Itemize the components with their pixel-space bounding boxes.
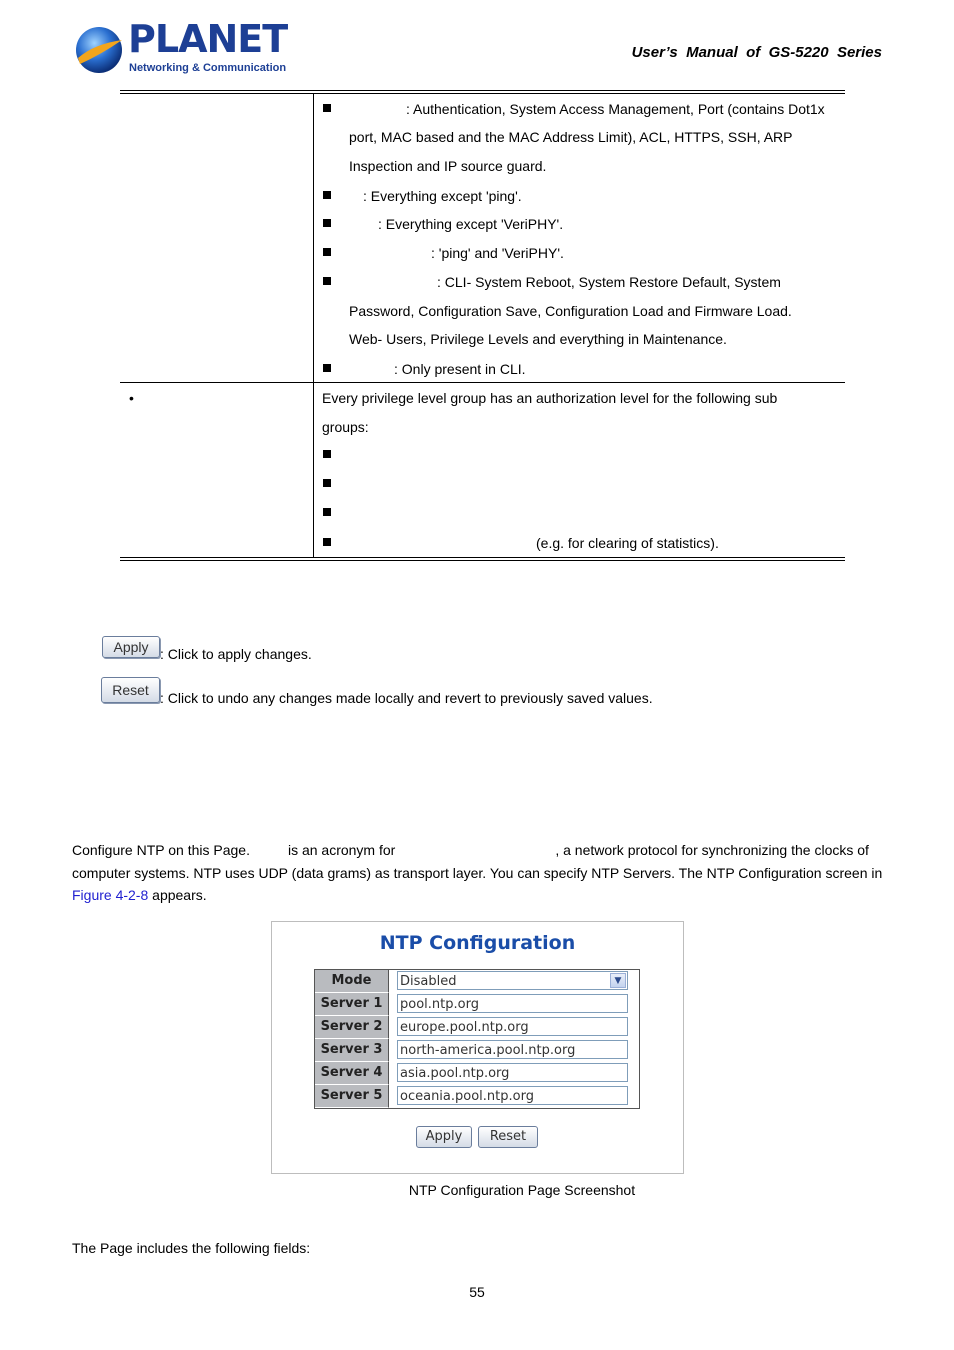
table-text: : Only present in CLI. <box>394 361 526 377</box>
square-bullet-icon <box>323 538 331 546</box>
table-text: port, MAC based and the MAC Address Limit), ACL, HTTPS, SSH, ARP <box>349 129 793 145</box>
table-text: : Everything except 'VeriPHY'. <box>378 216 564 232</box>
square-bullet-icon <box>323 277 331 285</box>
table-top-border <box>120 90 845 94</box>
square-bullet-icon <box>323 248 331 256</box>
square-bullet-icon <box>323 219 331 227</box>
reset-description: : Click to undo any changes made locally and revert to previously saved values. <box>160 690 653 706</box>
page-number: 55 <box>469 1284 485 1300</box>
server-5-label: Server 5 <box>315 1085 389 1108</box>
table-row <box>315 1016 639 1038</box>
table-column-divider <box>313 93 314 557</box>
reset-button[interactable]: Reset <box>478 1126 538 1148</box>
table-row <box>315 1039 639 1061</box>
manual-title: User’s Manual of GS-5220 Series <box>631 44 882 61</box>
round-bullet: • <box>129 390 134 406</box>
server-1-input[interactable]: pool.ntp.org <box>397 994 628 1013</box>
logo-tagline: Networking & Communication <box>129 62 287 74</box>
square-bullet-icon <box>323 364 331 372</box>
server-4-input[interactable]: asia.pool.ntp.org <box>397 1063 628 1082</box>
square-bullet-icon <box>323 191 331 199</box>
server-1-label: Server 1 <box>315 993 389 1016</box>
table-text: : CLI- System Reboot, System Restore Default, System <box>437 274 781 290</box>
ntp-screenshot <box>271 921 684 1174</box>
table-text: : Everything except 'ping'. <box>363 188 522 204</box>
apply-description: : Click to apply changes. <box>160 646 312 662</box>
square-bullet-icon <box>323 508 331 516</box>
intro-paragraph <box>72 839 892 907</box>
table-row <box>315 993 639 1015</box>
mode-select[interactable] <box>397 971 628 990</box>
table-text: : Authentication, System Access Management, Port (contains Dot1x <box>406 101 825 117</box>
figure-caption: NTP Configuration Page Screenshot <box>408 1182 636 1198</box>
table-row <box>315 1062 639 1084</box>
table-row-divider <box>120 382 845 383</box>
server-3-input[interactable]: north-america.pool.ntp.org <box>397 1040 628 1059</box>
paragraph-text: appears. <box>152 887 207 903</box>
mode-label: Mode <box>315 970 389 993</box>
server-2-label: Server 2 <box>315 1016 389 1039</box>
server-5-input[interactable]: oceania.pool.ntp.org <box>397 1086 628 1105</box>
paragraph-text: is an acronym for <box>287 842 396 858</box>
server-3-label: Server 3 <box>315 1039 389 1062</box>
server-2-input[interactable]: europe.pool.ntp.org <box>397 1017 628 1036</box>
chevron-down-icon[interactable]: ▼ <box>610 973 626 988</box>
apply-button[interactable]: Apply <box>416 1126 472 1148</box>
reset-button-illustration: Reset <box>101 677 160 703</box>
table-row <box>315 1085 639 1107</box>
square-bullet-icon <box>323 104 331 112</box>
ntp-config-table <box>314 969 640 1109</box>
table-bottom-border <box>120 557 845 561</box>
paragraph-text: , a network protocol for synchronizing the clocks of computer systems. NTP uses UDP (data grams) as transport layer. You can specify NTP Servers. The NTP Configuration screen in <box>72 842 883 881</box>
planet-logo-globe <box>72 24 126 76</box>
mode-select-value: Disabled <box>400 974 457 989</box>
table-text: (e.g. for clearing of statistics). <box>536 535 719 551</box>
figure-link[interactable]: Figure 4-2-8 <box>72 887 149 903</box>
server-4-label: Server 4 <box>315 1062 389 1085</box>
square-bullet-icon <box>323 479 331 487</box>
fields-intro: The Page includes the following fields: <box>72 1240 311 1256</box>
table-text: Password, Configuration Save, Configuration Load and Firmware Load. <box>349 303 792 319</box>
paragraph-text: Configure NTP on this Page. <box>72 842 250 858</box>
table-text: Every privilege level group has an authorization level for the following sub <box>322 390 778 406</box>
table-text: Web- Users, Privilege Levels and everything in Maintenance. <box>349 331 727 347</box>
apply-button-illustration: Apply <box>102 636 160 658</box>
ntp-config-title: NTP Configuration <box>379 932 576 954</box>
square-bullet-icon <box>323 450 331 458</box>
table-text: groups: <box>322 419 369 435</box>
logo-wordmark: PLANET <box>128 17 288 61</box>
table-row <box>315 970 639 992</box>
table-text: : 'ping' and 'VeriPHY'. <box>431 245 564 261</box>
table-text: Inspection and IP source guard. <box>349 158 547 174</box>
